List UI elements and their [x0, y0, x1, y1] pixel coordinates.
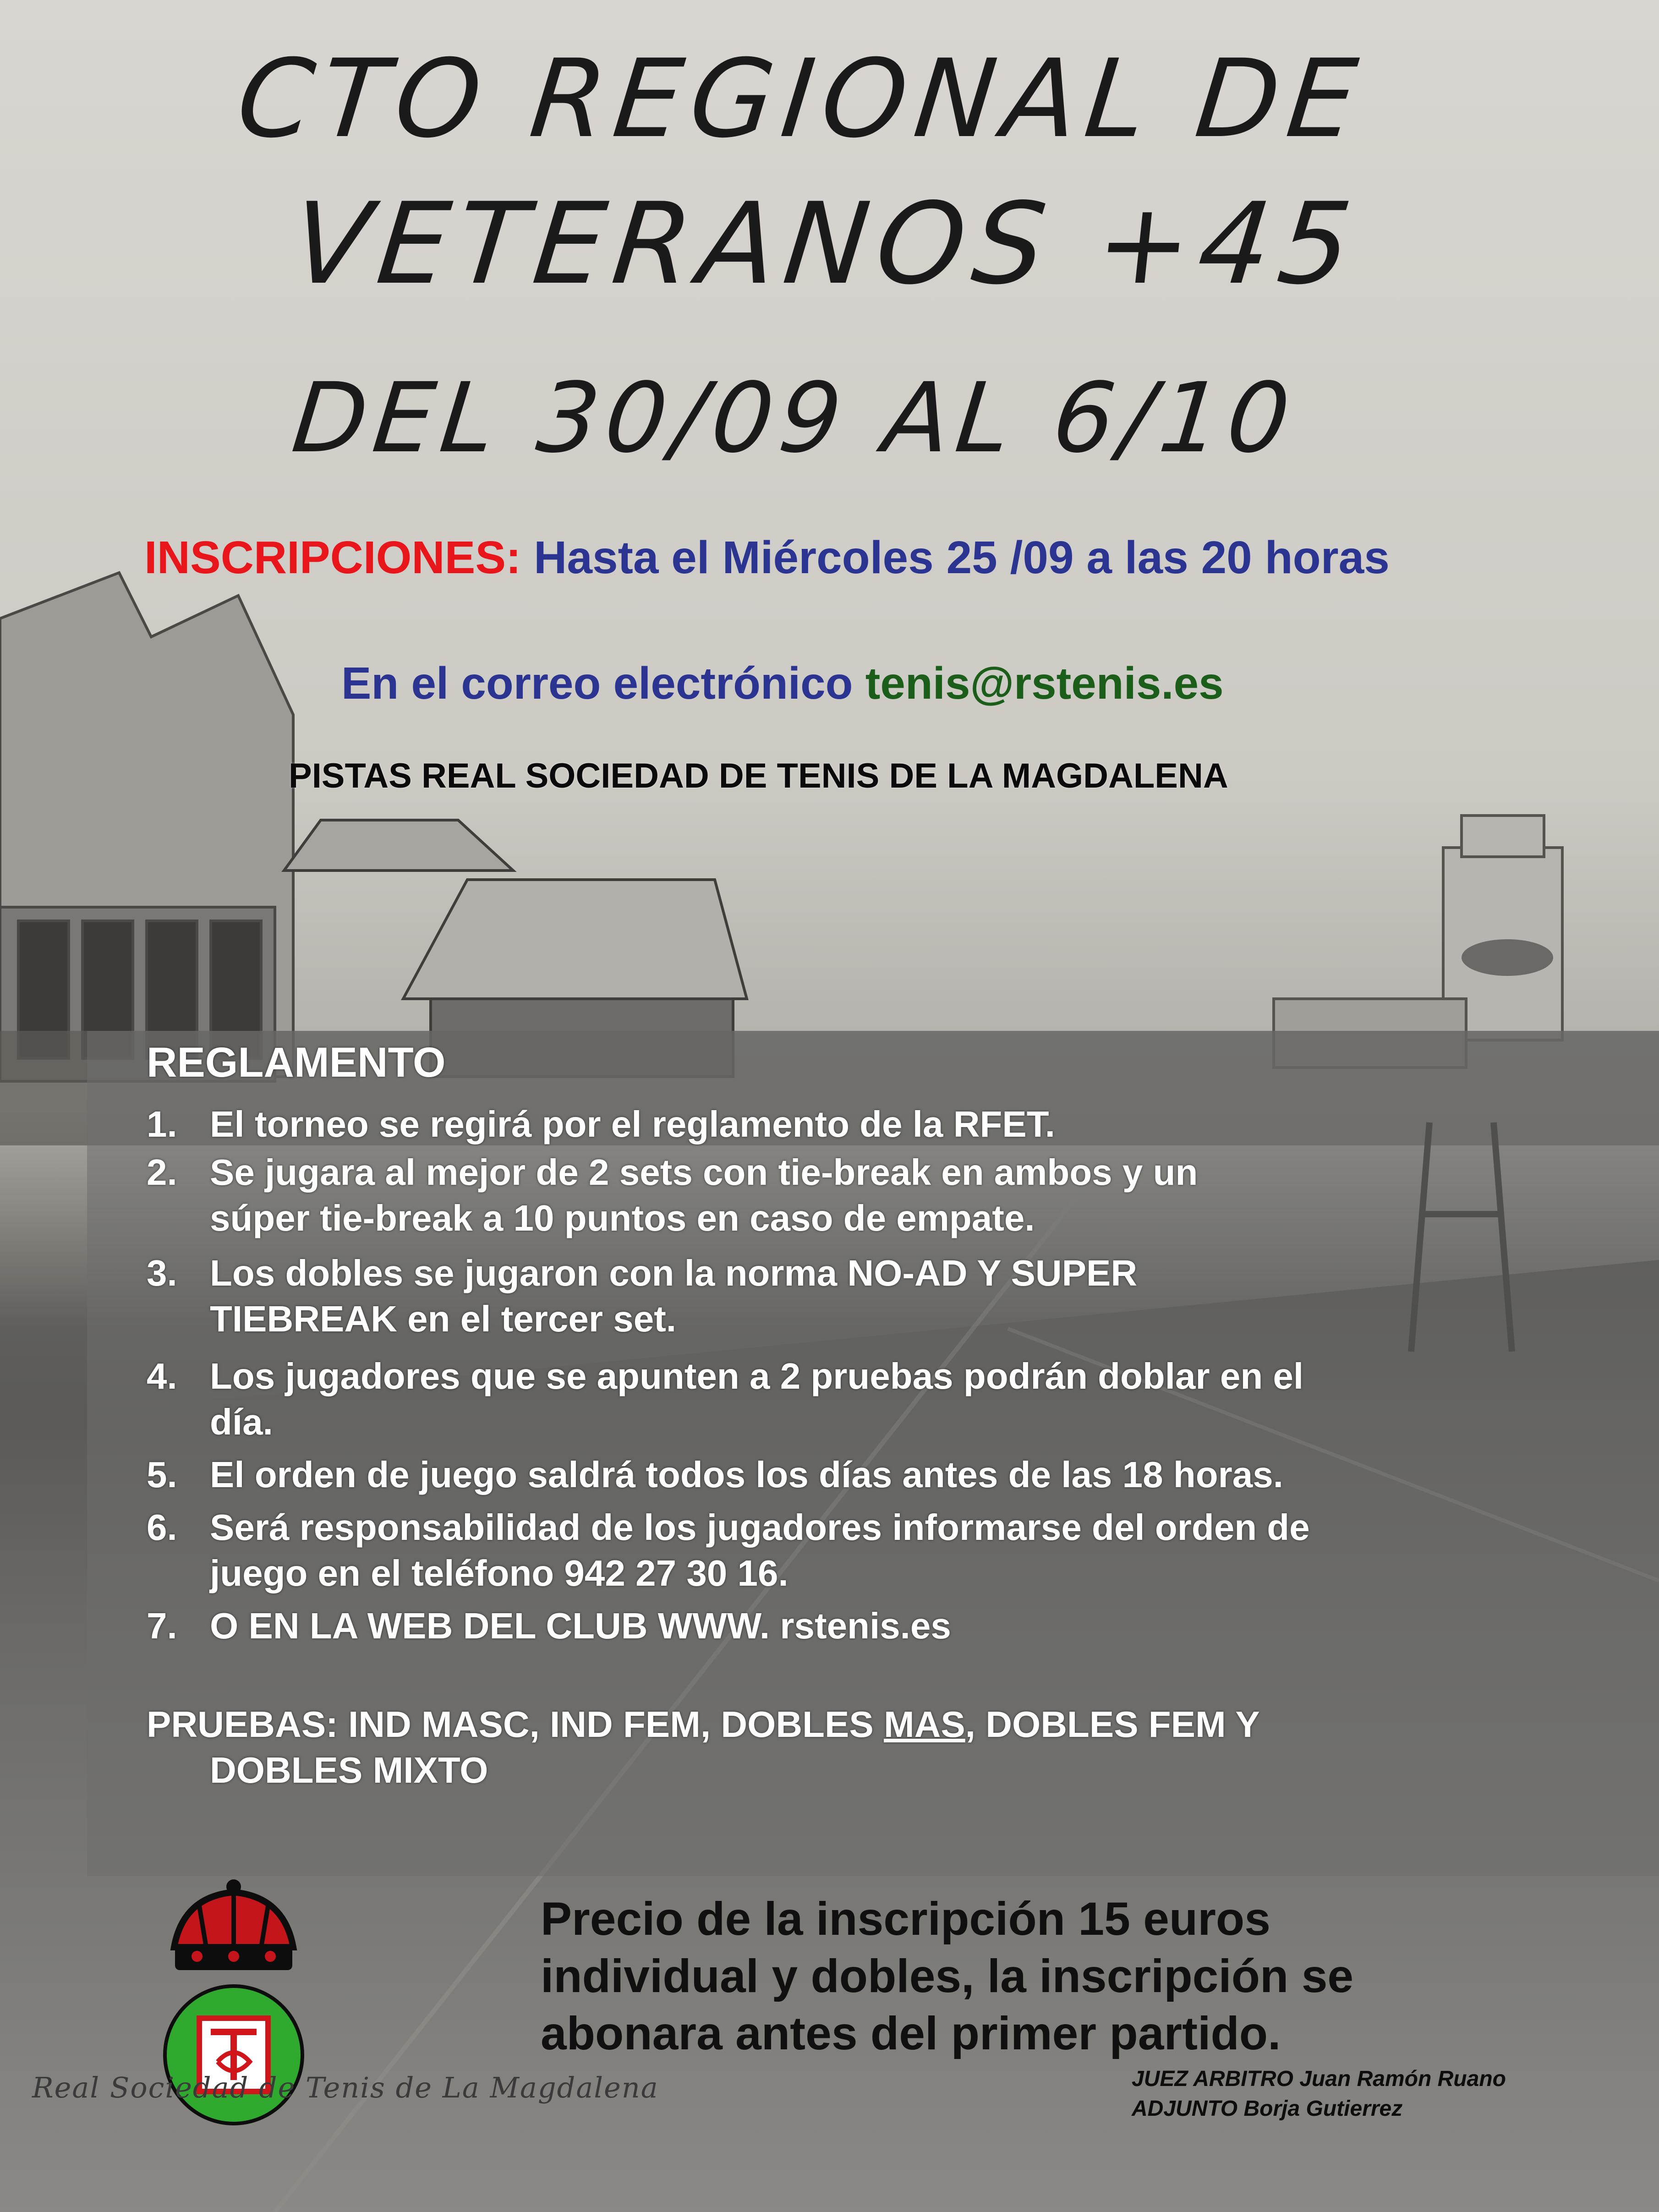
judge-label: JUEZ ARBITRO [1132, 2067, 1293, 2091]
rule-2 [147, 1150, 1198, 1195]
title-line-1: CTO REGIONAL DE [231, 37, 1371, 162]
rule-number: 3. [147, 1253, 177, 1293]
rule-1 [147, 1102, 1055, 1147]
price-line-3: abonara antes del primer partido. [541, 2007, 1281, 2059]
rule-6 [147, 1505, 1310, 1550]
rule-number: 2. [147, 1152, 177, 1193]
assistant-name: Borja Gutierrez [1243, 2097, 1403, 2121]
rule-text: Se jugara al mejor de 2 sets con tie-break en ambos y un [210, 1152, 1198, 1193]
pruebas-line [147, 1702, 1260, 1747]
price-line-1: Precio de la inscripción 15 euros [541, 1893, 1270, 1945]
pruebas-underlined: MAS [883, 1704, 965, 1745]
rule-2-cont [210, 1196, 1035, 1241]
pruebas-line-2 [210, 1748, 488, 1793]
rule-text: El orden de juego saldrá todos los días antes de las 18 horas. [210, 1454, 1283, 1495]
rule-text: día. [210, 1402, 273, 1442]
pruebas-text: DOBLES MIXTO [210, 1750, 488, 1790]
pruebas-text: PRUEBAS: IND MASC, IND FEM, DOBLES [147, 1704, 884, 1745]
dates-line: DEL 30/09 AL 6/10 [287, 362, 1301, 474]
rule-text: Los jugadores que se apunten a 2 pruebas podrán doblar en el [210, 1356, 1304, 1396]
rule-4 [147, 1354, 1303, 1399]
rule-4-cont [210, 1400, 273, 1445]
rule-text: Los dobles se jugaron con la norma NO-AD Y SUPER [210, 1253, 1138, 1293]
crown-icon [174, 1879, 293, 1970]
rule-text: TIEBREAK en el tercer set. [210, 1298, 677, 1339]
rule-number: 1. [147, 1104, 177, 1144]
email-address[interactable]: tenis@rstenis.es [865, 658, 1224, 708]
rule-text: súper tie-break a 10 puntos en caso de empate. [210, 1198, 1035, 1238]
reglamento-heading: REGLAMENTO [147, 1039, 446, 1086]
rule-text: El torneo se regirá por el reglamento de la RFET. [210, 1104, 1055, 1144]
rule-7 [147, 1604, 951, 1648]
rule-3 [147, 1251, 1137, 1296]
assistant-label: ADJUNTO [1132, 2097, 1238, 2121]
rule-number: 5. [147, 1454, 177, 1495]
judge-line [1132, 2066, 1506, 2092]
rule-5 [147, 1452, 1283, 1497]
club-signature: Real Sociedad de Tenis de La Magdalena [32, 2071, 659, 2104]
rule-3-cont [210, 1297, 676, 1341]
rule-6-cont [210, 1551, 788, 1596]
rule-text: O EN LA WEB DEL CLUB WWW. rstenis.es [210, 1605, 951, 1646]
pruebas-text-end: , DOBLES FEM Y [965, 1704, 1260, 1745]
judge-name: Juan Ramón Ruano [1299, 2067, 1506, 2091]
inscripciones-label: INSCRIPCIONES: [144, 532, 521, 583]
rule-number: 4. [147, 1356, 177, 1396]
rule-number: 7. [147, 1605, 177, 1646]
title-line-2: VETERANOS +45 [286, 179, 1366, 309]
rule-number: 6. [147, 1507, 177, 1548]
rule-text: Será responsabilidad de los jugadores informarse del orden de [210, 1507, 1310, 1548]
assistant-line [1132, 2096, 1402, 2121]
inscripciones-deadline: Hasta el Miércoles 25 /09 a las 20 horas [534, 532, 1390, 583]
price-line-2: individual y dobles, la inscripción se [541, 1950, 1354, 2002]
email-label: En el correo electrónico [341, 658, 853, 708]
email-line [341, 657, 1224, 709]
rule-text: juego en el teléfono 942 27 30 16. [210, 1553, 788, 1593]
venue-line: PISTAS REAL SOCIEDAD DE TENIS DE LA MAGDALENA [289, 756, 1228, 795]
inscripciones-line [144, 531, 1390, 584]
